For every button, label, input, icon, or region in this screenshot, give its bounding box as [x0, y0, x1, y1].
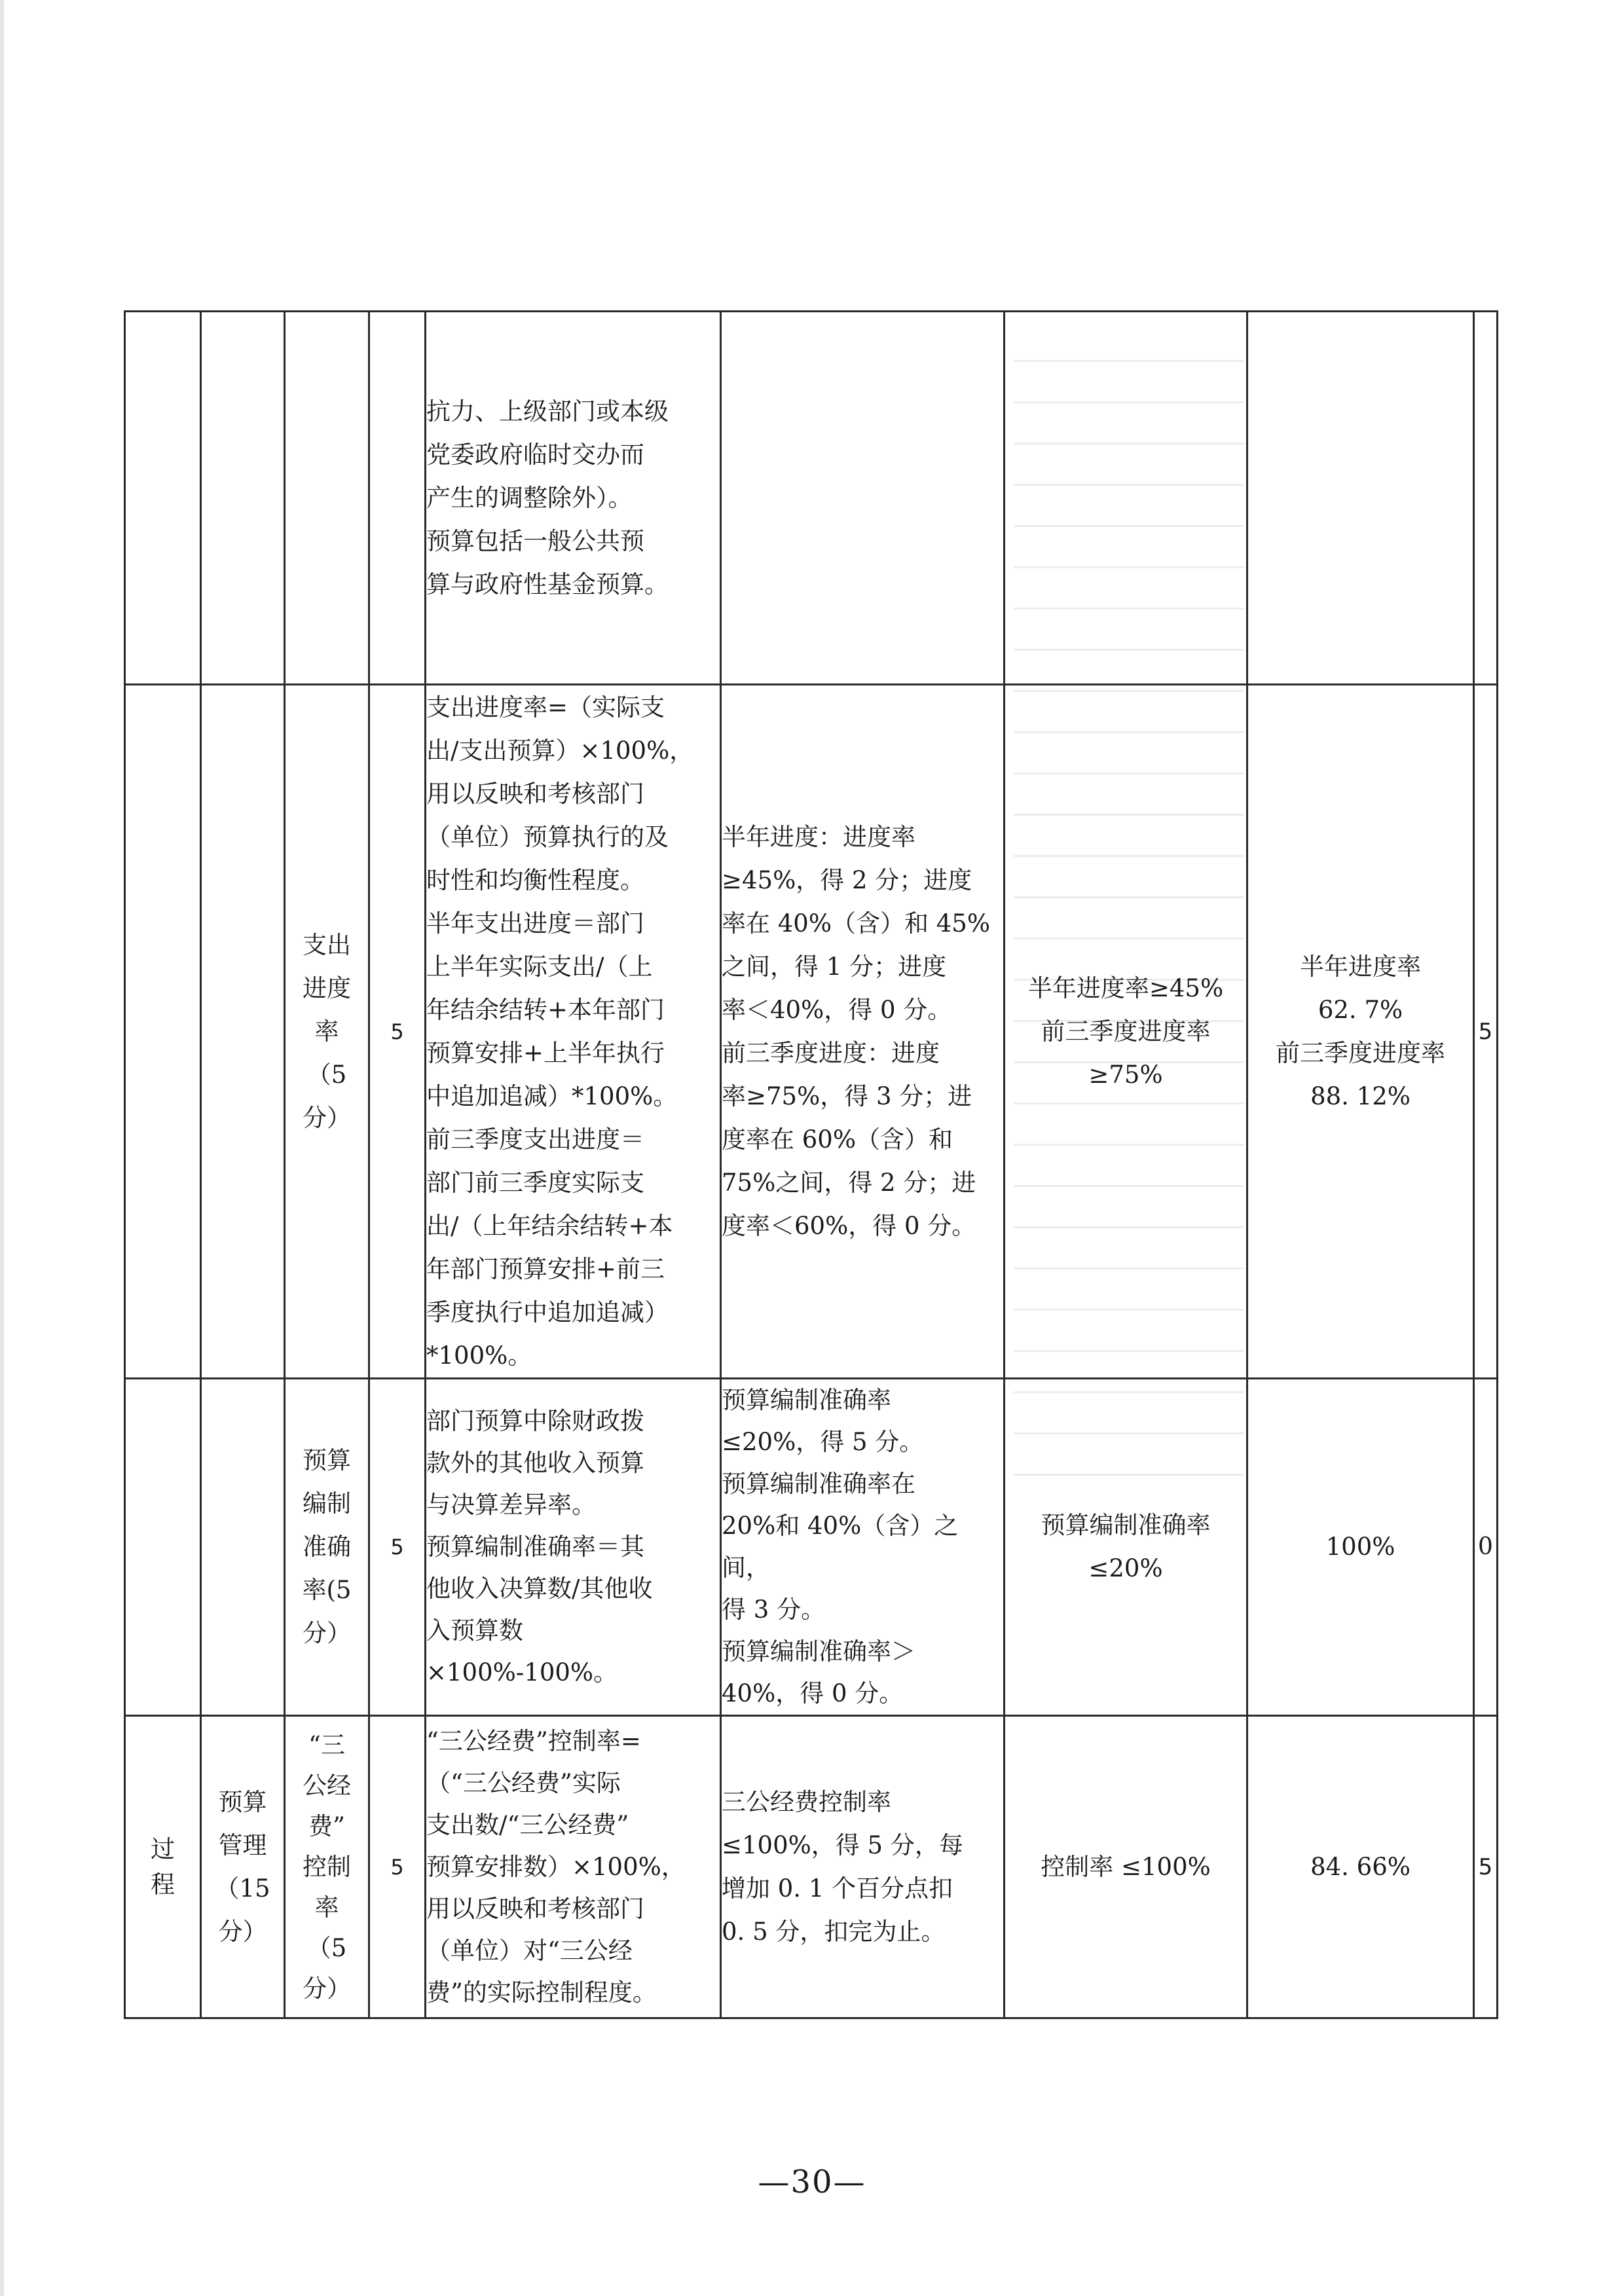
target-cell: [1005, 685, 1247, 1379]
text-line: （单位）预算执行的及: [426, 822, 669, 851]
level2-cell: [201, 685, 285, 1379]
text-line: ≤100%，得 5 分，每: [722, 1831, 963, 1859]
text-line: 前三季度进度：进度: [722, 1038, 940, 1067]
indicator-line: 率(5: [302, 1576, 352, 1604]
actual-cell: [1247, 1716, 1474, 2018]
indicator-line: 准确: [303, 1533, 351, 1561]
level2-cell: [201, 312, 285, 685]
text-line: 上半年实际支出/（上: [426, 952, 653, 981]
text-line: 半年进度率≥45%: [1027, 974, 1224, 1002]
text-line: 100%: [1325, 1533, 1395, 1561]
table-row: [125, 685, 1498, 1379]
text-line: 中追加追减）*100%。: [426, 1082, 678, 1110]
table-row: [125, 1379, 1498, 1716]
text-line: 预算安排+上半年执行: [426, 1038, 665, 1067]
text-line: 率＜40%，得 0 分。: [722, 995, 952, 1024]
actual-cell: [1247, 685, 1474, 1379]
indicator-cell: [285, 312, 369, 685]
table-row: [125, 312, 1498, 685]
criteria-cell: [426, 1716, 721, 2018]
level1-cell: [125, 1716, 201, 2018]
text-line: 前三季度支出进度＝: [426, 1125, 644, 1154]
level1-cell: [125, 312, 201, 685]
text-line: 控制率 ≤100%: [1041, 1852, 1211, 1881]
text-line: 用以反映和考核部门: [426, 1894, 644, 1923]
text-line: 度率在 60%（含）和: [722, 1125, 953, 1154]
indicator-cell: [285, 1379, 369, 1716]
indicator-line: “三: [308, 1730, 345, 1759]
text-line: 时性和均衡性程度。: [426, 866, 644, 894]
level2-cell: [201, 1716, 285, 2018]
indicator-line: 分）: [303, 1974, 351, 2003]
text-line: 62. 7%: [1318, 995, 1403, 1024]
scoring-cell: [721, 685, 1005, 1379]
indicator-line: 控制: [303, 1852, 351, 1881]
text-line: 之间，得 1 分；进度: [722, 952, 947, 981]
weight-cell: 5: [369, 1379, 426, 1716]
scoring-cell: [721, 312, 1005, 685]
text-line: 75%之间，得 2 分；进: [722, 1168, 976, 1197]
text-line: 部门前三季度实际支: [426, 1168, 644, 1197]
level1-line: 过: [151, 1834, 175, 1863]
text-line: （“三公经费”实际: [426, 1768, 621, 1797]
text-line: 度率＜60%，得 0 分。: [722, 1211, 976, 1240]
text-line: 产生的调整除外）。: [426, 483, 633, 512]
text-line: 年结余结转+本年部门: [426, 995, 665, 1024]
scoring-cell: [721, 1716, 1005, 2018]
text-line: ≤20%，得 5 分。: [722, 1428, 924, 1456]
text-line: 预算编制准确率＝其: [426, 1533, 644, 1561]
text-line: 部门预算中除财政拨: [426, 1407, 644, 1435]
text-line: 出/（上年结余结转+本: [426, 1211, 673, 1240]
level2-line: 分）: [218, 1917, 267, 1946]
criteria-cell: [426, 685, 721, 1379]
text-line: 20%和 40%（含）之间，: [722, 1512, 959, 1582]
text-line: 半年支出进度＝部门: [426, 909, 644, 938]
weight-cell: 5: [369, 1716, 426, 2018]
text-line: 0. 5 分，扣完为止。: [722, 1917, 946, 1946]
text-line: 率≥75%，得 3 分；进: [722, 1082, 972, 1110]
score-cell: [1474, 312, 1498, 685]
text-line: 率在 40%（含）和 45%: [722, 909, 990, 938]
text-line: 用以反映和考核部门: [426, 779, 644, 808]
text-line: *100%。: [426, 1341, 532, 1370]
text-line: 季度执行中追加追减）: [426, 1298, 669, 1326]
score-cell: 0: [1474, 1379, 1498, 1716]
text-line: 半年进度：进度率: [722, 822, 915, 851]
level2-line: 管理: [218, 1831, 267, 1859]
text-line: 费”的实际控制程度。: [426, 1978, 657, 2007]
text-line: 88. 12%: [1310, 1082, 1411, 1110]
indicator-line: 支出: [303, 930, 351, 959]
target-cell: [1005, 312, 1247, 685]
level2-line: 预算: [218, 1787, 267, 1816]
score-cell: 5: [1474, 685, 1498, 1379]
text-line: 预算编制准确率在: [722, 1470, 915, 1498]
actual-cell: [1247, 1379, 1474, 1716]
text-line: 与决算差异率。: [426, 1491, 596, 1519]
text-line: 40%，得 0 分。: [722, 1679, 904, 1707]
text-line: 预算安排数）×100%，: [426, 1852, 686, 1881]
indicator-cell: [285, 1716, 369, 2018]
weight-cell: 5: [369, 685, 426, 1379]
level1-cell: [125, 685, 201, 1379]
text-line: 抗力、上级部门或本级: [426, 397, 669, 426]
text-line: 他收入决算数/其他收: [426, 1575, 653, 1603]
text-line: 半年进度率: [1300, 952, 1421, 981]
weight-cell: [369, 312, 426, 685]
text-line: 年部门预算安排+前三: [426, 1254, 665, 1283]
level2-line: （15: [215, 1874, 270, 1903]
target-cell: [1005, 1379, 1247, 1716]
page-number: —30—: [758, 2164, 866, 2200]
text-line: 算与政府性基金预算。: [426, 570, 669, 598]
text-line: 84. 66%: [1310, 1852, 1411, 1881]
indicator-line: 编制: [303, 1489, 351, 1518]
level2-cell: [201, 1379, 285, 1716]
text-line: ≥75%: [1088, 1060, 1163, 1089]
indicator-line: 分）: [303, 1619, 351, 1647]
text-line: 三公经费控制率: [722, 1787, 891, 1816]
text-line: ×100%-100%。: [426, 1658, 618, 1686]
target-cell: [1005, 1716, 1247, 2018]
actual-cell: [1247, 312, 1474, 685]
level1-line: 程: [151, 1870, 175, 1899]
indicator-line: （5: [306, 1060, 347, 1089]
text-line: 预算包括一般公共预: [426, 526, 644, 555]
text-line: 预算编制准确率＞: [722, 1637, 915, 1666]
text-line: （单位）对“三公经: [426, 1936, 633, 1965]
text-line: 党委政府临时交办而: [426, 440, 644, 469]
text-line: 预算编制准确率: [1041, 1511, 1211, 1539]
criteria-cell: [426, 1379, 721, 1716]
text-line: 款外的其他收入预算: [426, 1449, 644, 1477]
performance-evaluation-table: [124, 310, 1498, 2019]
indicator-line: 率: [314, 1893, 339, 1922]
indicator-line: 进度: [303, 974, 351, 1002]
text-line: ≤20%: [1088, 1554, 1163, 1582]
indicator-line: 率: [314, 1017, 339, 1046]
indicator-line: 预算: [303, 1446, 351, 1474]
level1-cell: [125, 1379, 201, 1716]
indicator-line: （5: [306, 1933, 347, 1962]
indicator-cell: [285, 685, 369, 1379]
text-line: 支出数/“三公经费”: [426, 1810, 629, 1839]
text-line: 入预算数: [426, 1616, 523, 1645]
text-line: 支出进度率=（实际支: [426, 693, 665, 721]
scoring-cell: [721, 1379, 1005, 1716]
indicator-line: 分）: [303, 1103, 351, 1132]
text-line: ≥45%，得 2 分；进度: [722, 866, 972, 894]
text-line: 出/支出预算）×100%，: [426, 736, 694, 765]
indicator-line: 公经: [303, 1771, 351, 1800]
table-row: [125, 1716, 1498, 2018]
text-line: 得 3 分。: [722, 1595, 826, 1624]
text-line: 前三季度进度率: [1276, 1038, 1445, 1067]
text-line: 前三季度进度率: [1041, 1017, 1211, 1046]
text-line: 增加 0. 1 个百分点扣: [722, 1874, 953, 1903]
score-cell: 5: [1474, 1716, 1498, 2018]
criteria-cell: [426, 312, 721, 685]
text-line: “三公经费”控制率=: [426, 1726, 641, 1755]
indicator-line: 费”: [308, 1812, 345, 1840]
text-line: 预算编制准确率: [722, 1386, 891, 1414]
